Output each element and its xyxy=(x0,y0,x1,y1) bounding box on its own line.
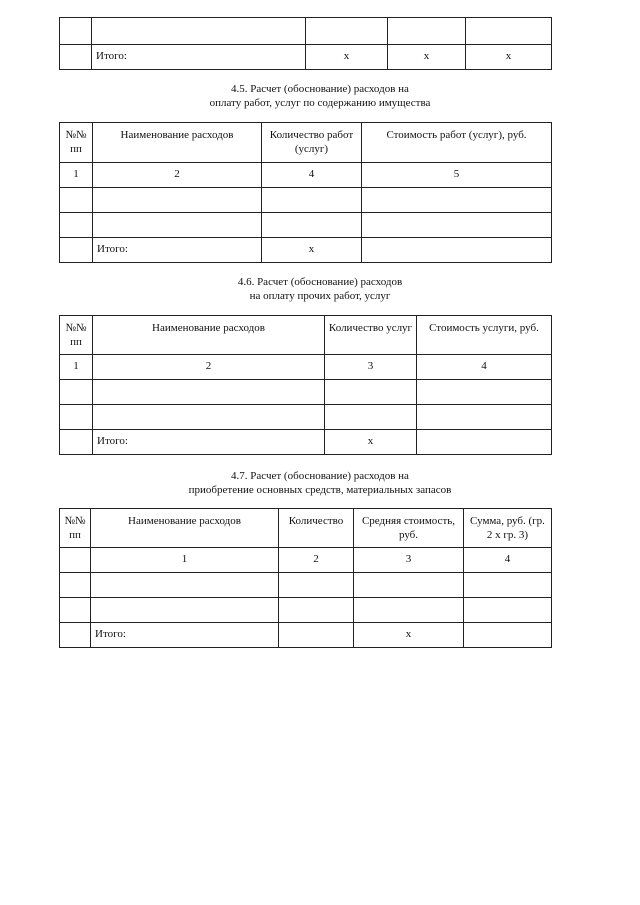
heading-line: оплату работ, услуг по содержанию имущества xyxy=(209,97,431,109)
column-number: 4 xyxy=(417,355,552,380)
total-label: Итого: xyxy=(93,430,325,455)
column-number-row xyxy=(60,355,552,380)
header-row xyxy=(60,509,552,548)
section-47-heading xyxy=(0,469,640,497)
header-cell: Количество услуг xyxy=(325,316,417,355)
header-cell: Сумма, руб. (гр. 2 х гр. 3) xyxy=(464,509,552,548)
section-45-heading xyxy=(0,82,640,110)
header-row xyxy=(60,123,552,163)
total-row xyxy=(60,623,552,648)
header-cell: Наименование расходов xyxy=(93,316,325,355)
heading-line: 4.5. Расчет (обоснование) расходов на xyxy=(231,83,409,95)
header-cell: Количество xyxy=(279,509,354,548)
total-label: Итого: xyxy=(92,45,306,70)
table-row xyxy=(60,380,552,405)
total-x-mark: x xyxy=(325,430,417,455)
table-section-46 xyxy=(59,315,552,455)
column-number-row xyxy=(60,548,552,573)
total-label: Итого: xyxy=(91,623,279,648)
table-row xyxy=(60,573,552,598)
heading-line: 4.6. Расчет (обоснование) расходов xyxy=(237,276,403,288)
column-number: 4 xyxy=(464,548,552,573)
heading-line: на оплату прочих работ, услуг xyxy=(249,290,391,302)
total-x-mark: x xyxy=(388,45,466,70)
total-row xyxy=(60,430,552,455)
total-x-mark: x xyxy=(262,238,362,263)
header-cell: Стоимость работ (услуг), руб. xyxy=(362,123,552,163)
column-number: 1 xyxy=(60,163,93,188)
header-row xyxy=(60,316,552,355)
table-row xyxy=(60,188,552,213)
column-number: 1 xyxy=(91,548,279,573)
column-number: 5 xyxy=(362,163,552,188)
header-cell: №№ пп xyxy=(60,123,93,163)
table-row xyxy=(60,18,552,45)
column-number: 2 xyxy=(279,548,354,573)
total-label: Итого: xyxy=(93,238,262,263)
table-section-45 xyxy=(59,122,552,263)
table-row xyxy=(60,405,552,430)
total-row xyxy=(60,238,552,263)
table-top xyxy=(59,17,552,70)
heading-line: 4.7. Расчет (обоснование) расходов на xyxy=(231,470,409,482)
total-row xyxy=(60,45,552,70)
column-number: 3 xyxy=(354,548,464,573)
column-number-row xyxy=(60,163,552,188)
column-number: 3 xyxy=(325,355,417,380)
table-section-47 xyxy=(59,508,552,648)
heading-line: приобретение основных средств, материальных запасов xyxy=(188,484,452,496)
header-cell: №№ пп xyxy=(60,509,91,548)
header-cell: Наименование расходов xyxy=(93,123,262,163)
header-cell: Наименование расходов xyxy=(91,509,279,548)
total-x-mark: x xyxy=(466,45,552,70)
section-46-heading xyxy=(0,275,640,303)
table-row xyxy=(60,598,552,623)
column-number: 2 xyxy=(93,355,325,380)
header-cell: Стоимость услуги, руб. xyxy=(417,316,552,355)
table-row xyxy=(60,213,552,238)
header-cell: Средняя стоимость, руб. xyxy=(354,509,464,548)
total-x-mark: x xyxy=(354,623,464,648)
total-x-mark: x xyxy=(306,45,388,70)
column-number: 2 xyxy=(93,163,262,188)
column-number: 4 xyxy=(262,163,362,188)
column-number: 1 xyxy=(60,355,93,380)
header-cell: Количество работ (услуг) xyxy=(262,123,362,163)
header-cell: №№ пп xyxy=(60,316,93,355)
